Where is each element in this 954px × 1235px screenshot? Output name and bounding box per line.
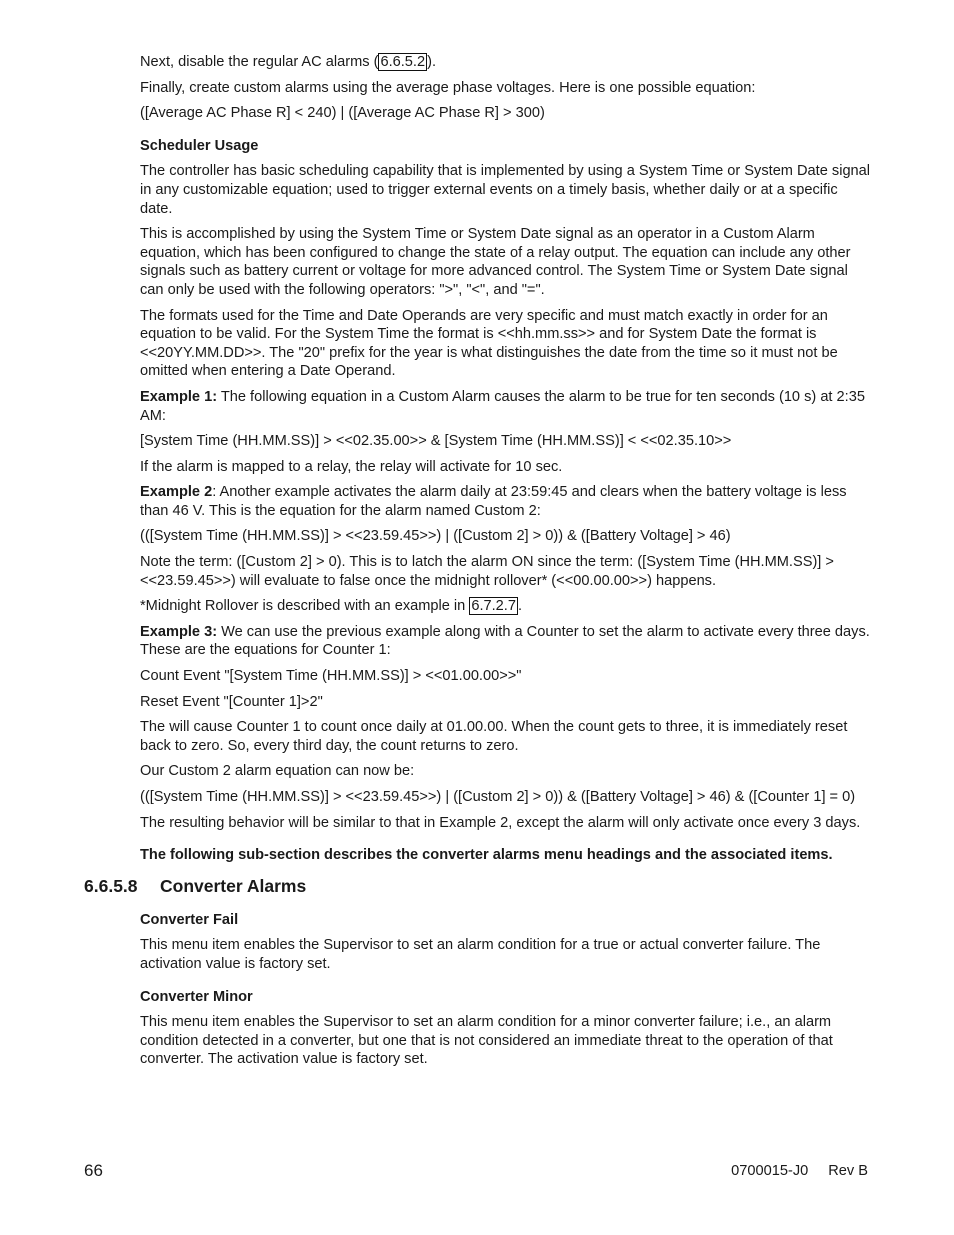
cross-reference-link[interactable]: 6.6.5.2 [380, 54, 426, 70]
equation: [System Time (HH.MM.SS)] > <<02.35.00>> & [System Time (HH.MM.SS)] < <<02.35.10>> [140, 433, 732, 450]
subheading-converter-minor: Converter Minor [140, 988, 253, 1005]
paragraph: *Midnight Rollover is described with an example in 6.7.2.7 . [140, 598, 523, 615]
paragraph: Next, disable the regular AC alarms ( 6.6.5.2 ). [140, 54, 437, 70]
example-3: Example 3: We can use the previous example along with a Counter to set the alarm to activate every three days. These are the equations for Counter 1: [140, 623, 870, 659]
equation: (([System Time (HH.MM.SS)] > <<23.59.45>>) | ([Custom 2] > 0)) & ([Battery Voltage] > 46) [140, 528, 731, 545]
equation: Reset Event "[Counter 1]>2" [140, 693, 323, 710]
section-heading: 6.6.5.8 Converter Alarms [84, 875, 307, 896]
paragraph: This is accomplished by using the System Time or System Date signal as an operator in a Custom Alarm equation, which has been configured to change the state of a relay output. The equation can include any other signals such as battery current or voltage for more advanced control. The System Time or System Date signal can only be used with the following operators: ">", "<", and "=". [140, 226, 851, 298]
bold-note: The following sub-section describes the converter alarms menu headings and the associated items. [140, 847, 833, 864]
cross-reference-link[interactable]: 6.7.2.7 [471, 598, 516, 615]
page-number: 66 [84, 1161, 103, 1180]
example-1: Example 1: The following equation in a Custom Alarm causes the alarm to be true for ten seconds (10 s) at 2:35 AM: [140, 388, 865, 424]
paragraph: Note the term: ([Custom 2] > 0). This is to latch the alarm ON since the term: ([System Time (HH.MM.SS)] > <<23.59.45>>) will evaluate to false once the midnight rollover* (<<00.00.00>>) happens. [140, 554, 834, 589]
paragraph: The controller has basic scheduling capability that is implemented by using a System Time or System Date signal in any customizable equation; used to trigger external events on a timely basis, whether daily or at a specific date. [140, 163, 871, 217]
equation: ([Average AC Phase R] < 240) | ([Average AC Phase R] > 300) [140, 105, 545, 122]
equation: Count Event "[System Time (HH.MM.SS)] > <<01.00.00>>" [140, 668, 522, 685]
paragraph: The resulting behavior will be similar to that in Example 2, except the alarm will only activate once every 3 days. [140, 814, 861, 831]
equation: (([System Time (HH.MM.SS)] > <<23.59.45>>) | ([Custom 2] > 0)) & ([Battery Voltage] > 46) & ([Counter 1] = 0) [140, 789, 856, 805]
paragraph: If the alarm is mapped to a relay, the relay will activate for 10 sec. [140, 458, 563, 475]
paragraph: Finally, create custom alarms using the average phase voltages. Here is one possible equation: [140, 79, 756, 96]
example-2: Example 2: Another example activates the alarm daily at 23:59:45 and clears when the battery voltage is less than 46 V. This is the equation for the alarm named Custom 2: [140, 484, 847, 519]
paragraph: The will cause Counter 1 to count once daily at 01.00.00. When the count gets to three, it is immediately reset back to zero. So, every third day, the count returns to zero. [140, 719, 848, 754]
subheading-converter-fail: Converter Fail [140, 911, 239, 928]
page-body [84, 53, 872, 1076]
paragraph: This menu item enables the Supervisor to set an alarm condition for a minor converter failure; i.e., an alarm condition detected in a converter, but one that is not considered an immediate threat to the operation of that converter. The activation value is factory set. [140, 1014, 833, 1068]
paragraph: This menu item enables the Supervisor to set an alarm condition for a true or actual converter failure. The activation value is factory set. [140, 937, 821, 972]
document-id: 0700015-J0 Rev B [731, 1163, 868, 1179]
subheading-scheduler-usage: Scheduler Usage [140, 137, 259, 154]
paragraph: The formats used for the Time and Date Operands are very specific and must match exactly in order for an equation to be valid. For the System Time the format is <<hh.mm.ss>> and for System Date the format is <<20YY.MM.DD>>. The "20" prefix for the year is what distinguishes the date from the time so it must not be omitted when entering a Date Operand. [140, 307, 838, 380]
paragraph: Our Custom 2 alarm equation can now be: [140, 763, 415, 780]
